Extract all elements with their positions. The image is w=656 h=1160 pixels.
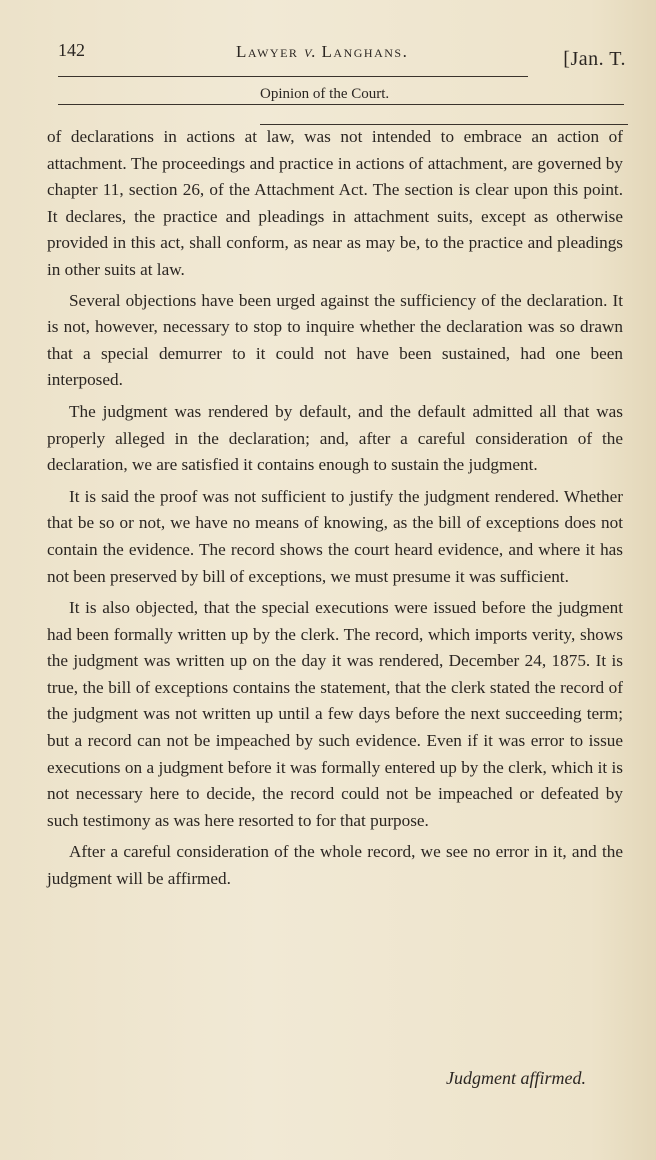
opinion-body [47,124,623,893]
paragraph: It is said the proof was not sufficient to justify the judgment rendered. Whether that be so or not, we have no means of knowing, as the bill of exceptions does not contain the evidence. The record shows the court heard evidence, and where it has not been preserved by bill of exceptions, we must presume it was sufficient. [47,486,623,586]
page-number: 142 [58,40,85,60]
running-title-versus: v. [304,42,316,61]
subheader-rule-top [58,104,624,105]
running-title-left: Lawyer [236,42,299,61]
page-header [58,36,626,76]
disposition: Judgment affirmed. [446,1068,586,1088]
paragraph: of declarations in actions at law, was not intended to embrace an action of attachment. The proceedings and practice in actions of attachment, are governed by chapter 11, section 26, of the Attachment Act. The section is clear upon this point. It declares, the practice and pleadings in attachment suits, except as otherwise provided in this act, shall conform, as near as may be, to the practice and pleadings in other suits at law. [47,127,623,279]
paragraph: After a careful consideration of the whole record, we see no error in it, and the judgment will be affirmed. [47,842,623,889]
paragraph: Several objections have been urged against the sufficiency of the declaration. It is not, however, necessary to stop to inquire whether the declaration was so drawn that a special demurrer to it could not have been sustained, had one been interposed. [47,290,623,390]
running-title [236,42,408,62]
term-label: [Jan. T. [563,48,626,70]
paragraph: It is also objected, that the special executions were issued before the judgment had been formally written up by the clerk. The record, which imports verity, shows the judgment was written up on the day it was rendered, December 24, 1875. It is true, the bill of exceptions contains the statement, that the clerk stated the record of the judgment was not written up until a few days before the next succeeding term; but a record can not be impeached by such evidence. Even if it was error to issue executions on a judgment before it was formally entered up by the clerk, which it is not necessary here to decide, the record could not be impeached or defeated by such testimony as was here resorted to for that purpose. [47,598,623,830]
section-subheader: Opinion of the Court. [260,86,390,102]
header-rule [58,76,528,77]
paragraph: The judgment was rendered by default, and the default admitted all that was properly alleged in the declaration; and, after a careful consideration of the declaration, we are satisfied it contains enough to sustain the judgment. [47,401,623,475]
running-title-right: Langhans. [321,42,409,61]
